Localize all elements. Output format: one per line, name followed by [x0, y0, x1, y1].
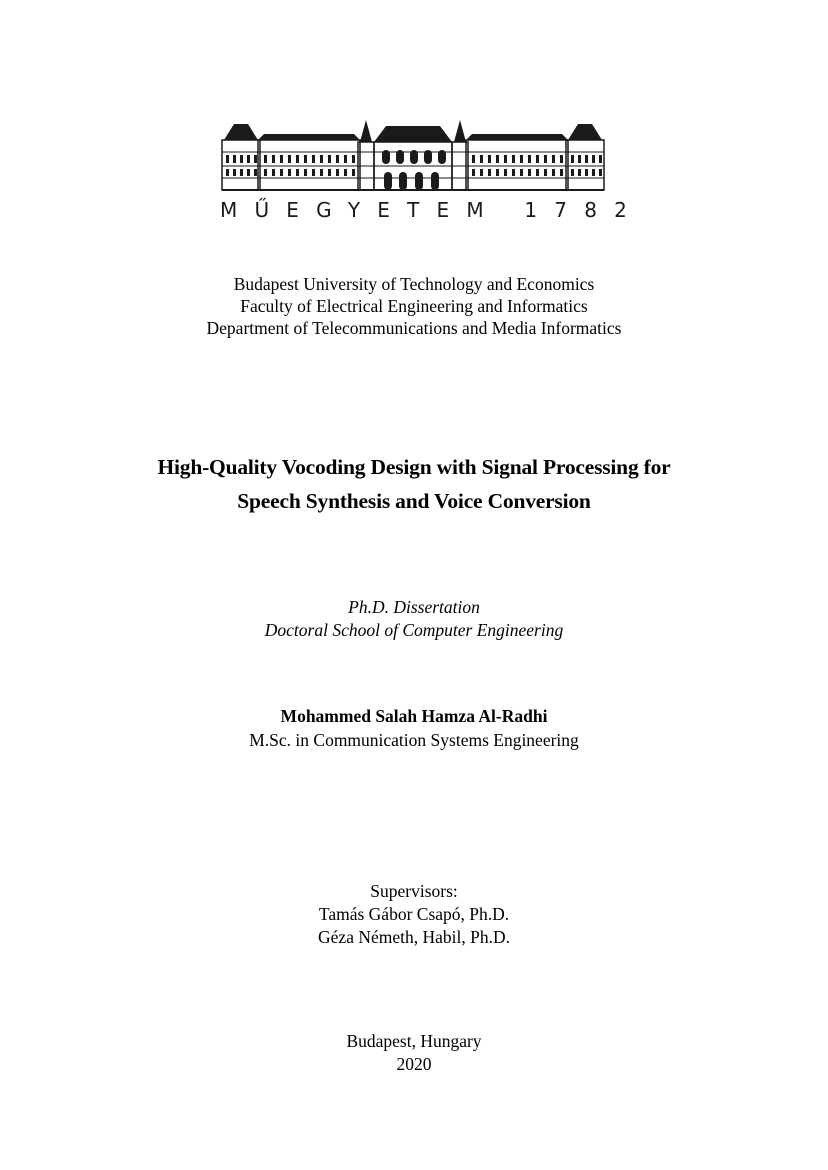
dissertation-title	[0, 450, 828, 518]
logo-caption: MŰEGYETEM 1782	[220, 198, 645, 222]
supervisor-2: Géza Németh, Habil, Ph.D.	[318, 927, 510, 947]
title-line-2: Speech Synthesis and Voice Conversion	[237, 489, 591, 513]
title-line-1: High-Quality Vocoding Design with Signal Processing for	[157, 455, 671, 479]
place-year: 2020	[396, 1054, 432, 1074]
university-name: Budapest University of Technology and Economics	[233, 274, 595, 294]
author-name: Mohammed Salah Hamza Al-Radhi	[280, 706, 548, 726]
dissertation-type: Ph.D. Dissertation	[348, 597, 480, 617]
place-city: Budapest, Hungary	[346, 1031, 482, 1051]
supervisors-block	[0, 880, 828, 949]
doctoral-school: Doctoral School of Computer Engineering	[264, 620, 564, 640]
place-date-block	[0, 1030, 828, 1076]
dissertation-info	[0, 596, 828, 642]
supervisor-1: Tamás Gábor Csapó, Ph.D.	[318, 904, 510, 924]
university-building-icon	[218, 112, 608, 192]
faculty-name: Faculty of Electrical Engineering and Informatics	[240, 296, 588, 316]
supervisors-label: Supervisors:	[370, 881, 458, 901]
department-name: Department of Telecommunications and Media Informatics	[206, 318, 622, 338]
university-logo	[218, 112, 645, 224]
institution-block	[0, 273, 828, 339]
author-degree: M.Sc. in Communication Systems Engineering	[249, 730, 579, 750]
